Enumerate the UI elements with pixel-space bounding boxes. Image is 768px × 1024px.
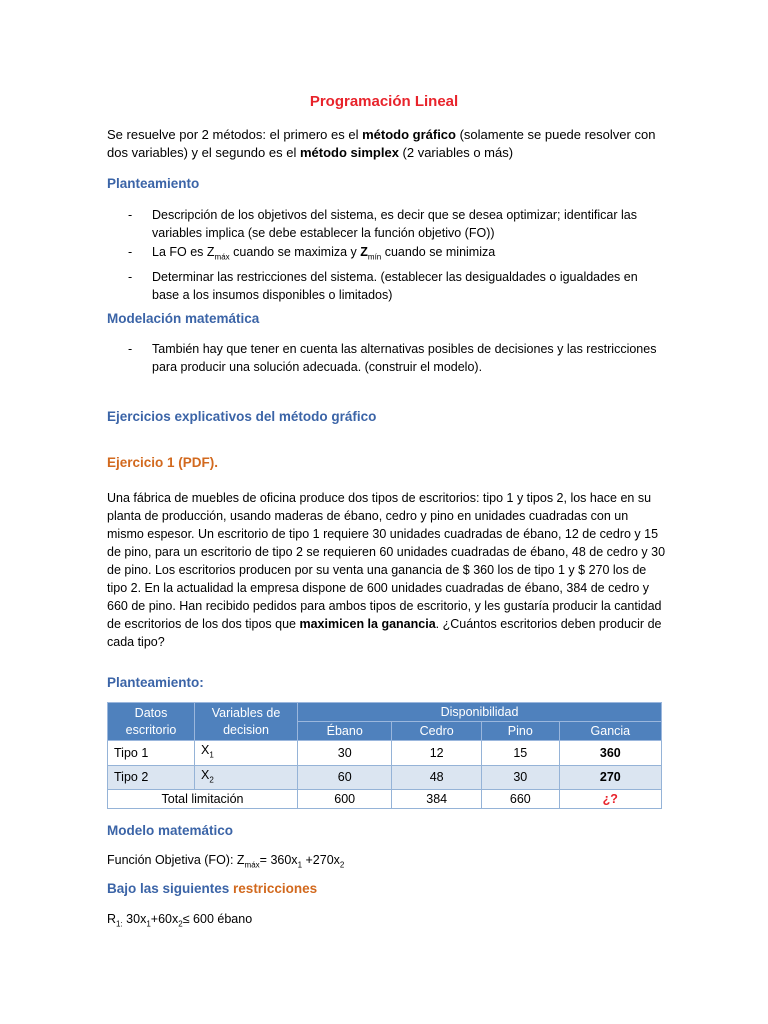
heading-modelo: Modelo matemático <box>107 823 234 838</box>
restriction-r1: $R_{1:}$ $30x_1+60x_2\le 600$ ébano <box>107 912 253 929</box>
page-title: Programación Lineal <box>309 93 459 110</box>
heading-planteamiento: Planteamiento <box>107 176 200 191</box>
header-datos: Datos escritorio <box>108 703 195 741</box>
heading-ejercicio-1: Ejercicio 1 (PDF). <box>107 455 219 470</box>
header-pino: Pino <box>481 722 559 741</box>
header-ebano: Ébano <box>298 722 392 741</box>
intro-paragraph: Se resuelve por 2 métodos: el primero es el método gráfico (solamente se puede resolver con dos variables) y el segundo es el método simplex (2 variables o más) <box>107 127 656 160</box>
objective-function: Función Objetiva (FO): $Z_{máx}= 360x_1 +270x_2$ <box>107 853 345 870</box>
list-item: - También hay que tener en cuenta las alternativas posibles de decisiones y las restricciones para producir una solución adecuada. (construir el modelo). <box>128 342 657 374</box>
table-row: Tipo 2 $X_2$ 60 48 30 270 <box>108 765 662 790</box>
header-cedro: Cedro <box>392 722 482 741</box>
heading-modelacion: Modelación matemática <box>107 311 260 326</box>
data-table <box>107 702 662 809</box>
bullet-list-planteamiento <box>128 206 668 305</box>
heading-restricciones: Bajo las siguientes restricciones <box>107 881 318 896</box>
header-gancia: Gancia <box>559 722 661 741</box>
header-disponibilidad: Disponibilidad <box>298 703 662 722</box>
list-item: - Descripción de los objetivos del sistema, es decir que se desea optimizar; identificar las variables implica (se debe establecer la función objetivo (FO)) <box>128 208 637 240</box>
heading-planteamiento-2: Planteamiento: <box>107 675 204 690</box>
heading-ejercicios: Ejercicios explicativos del método gráfico <box>107 409 377 424</box>
bullet-list-modelacion <box>128 340 668 377</box>
list-item: - Determinar las restricciones del sistema. (establecer las desigualdades o igualdades en base a los insumos disponibles o limitados) <box>128 269 638 302</box>
problem-statement: Una fábrica de muebles de oficina produce dos tipos de escritorios: tipo 1 y tipos 2, los hace en su planta de producción, usando maderas de ébano, cedro y pino en unidades cuadradas con un mismo espesor. Un escritorio de tipo 1 requiere 30 unidades cuadradas de ébano, 12 de cedro y 15 de pino, para un escritorio de tipo 2 se requieren 60 unidades cuadradas de ébano, 48 de cedro y 30 de pino. Los escritorios producen por su venta una ganancia de $ 360 los de tipo 1 y $ 270 los de tipo 2. En la actualidad la empresa dispone de 600 unidades cuadradas de ébano, 384 de cedro y 660 de pino. Han recibido pedidos para ambos tipos de escritorio, y les gustaría producir la cantidad de escritorios de los dos tipos que maximicen la ganancia. ¿Cuántos escritorios deben producir de cada tipo? <box>107 491 666 649</box>
table-row-total: Total limitación 600 384 660 ¿? <box>108 790 662 809</box>
list-item: - La FO es $Z_{máx}$ cuando se maximiza y $Z_{mín}$ cuando se minimiza <box>128 245 496 262</box>
table-row: Tipo 1 $X_1$ 30 12 15 360 <box>108 741 662 766</box>
header-variables: Variables de decision <box>195 703 298 741</box>
